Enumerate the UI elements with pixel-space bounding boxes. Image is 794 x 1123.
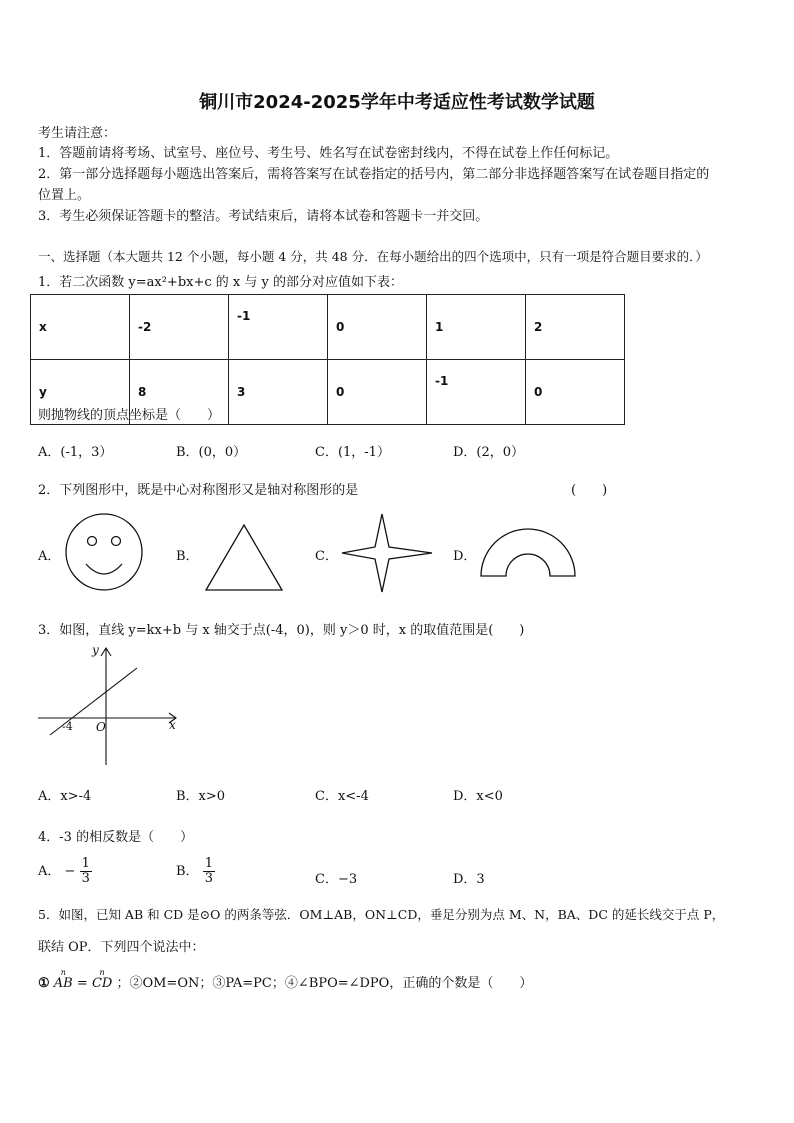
smiley-face-figure xyxy=(64,512,144,592)
semicircle-ring-figure xyxy=(478,524,578,580)
q3-option-b[interactable]: B．x>0 xyxy=(176,789,226,804)
q4-option-c[interactable]: C．−3 xyxy=(315,872,358,887)
arc-ab-label: AB xyxy=(53,976,73,991)
q1-option-c[interactable]: C．(1，-1） xyxy=(315,445,390,460)
q1-option-d[interactable]: D．(2，0） xyxy=(453,445,525,460)
q3-option-d[interactable]: D．x<0 xyxy=(453,789,503,804)
minus-sign: − xyxy=(64,864,76,879)
table-cell: y xyxy=(31,360,130,425)
q1-option-b[interactable]: B．(0，0） xyxy=(176,445,247,460)
q5-statements xyxy=(38,968,533,991)
option-label: A． xyxy=(38,864,61,879)
fraction-numerator: 1 xyxy=(204,856,213,871)
table-cell: x xyxy=(31,295,130,360)
notice-item: 位置上。 xyxy=(38,188,91,203)
fraction-denominator: 3 xyxy=(204,871,213,886)
fraction-denominator: 3 xyxy=(81,871,90,886)
q3-stem: 3．如图，直线 y=kx+b 与 x 轴交于点(-4，0)，则 y＞0 时，x 的取值范围是( ) xyxy=(38,623,525,638)
arc-mark: n xyxy=(60,968,66,977)
arc-cd xyxy=(91,968,113,991)
graph-y-label: y xyxy=(92,643,99,657)
graph-origin-label: O xyxy=(96,720,106,734)
notice-item: 3．考生必须保证答题卡的整洁。考试结束后，请将本试卷和答题卡一并交回。 xyxy=(38,209,489,224)
graph-x-label: x xyxy=(169,718,176,732)
q1-question: 则抛物线的顶点坐标是（ ） xyxy=(38,408,221,423)
table-row xyxy=(31,295,625,360)
equals-sign: = xyxy=(76,976,88,991)
arc-mark: n xyxy=(99,968,105,977)
q4-stem: 4．-3 的相反数是（ ） xyxy=(38,830,194,845)
graph-intercept-label: -4 xyxy=(62,720,73,733)
arc-ab xyxy=(53,968,73,991)
q2-option-d[interactable]: D． xyxy=(453,549,477,564)
table-cell: 1 xyxy=(427,295,526,360)
notice-item: 1．答题前请将考场、试室号、座位号、考生号、姓名写在试卷密封线内，不得在试卷上作任何标记。 xyxy=(38,146,619,161)
table-cell: 2 xyxy=(526,295,625,360)
q2-option-b[interactable]: B． xyxy=(176,549,199,564)
arc-cd-label: CD xyxy=(91,976,113,991)
option-label: B． xyxy=(176,864,199,879)
triangle-figure xyxy=(202,522,286,594)
table-cell: 8 xyxy=(130,360,229,425)
q4-option-d[interactable]: D．3 xyxy=(453,872,485,887)
q5-statements-rest: ；②OM=ON；③PA=PC；④∠BPO=∠DPO，正确的个数是（ ） xyxy=(116,976,533,991)
q2-option-c[interactable]: C． xyxy=(315,549,338,564)
fraction-numerator: 1 xyxy=(81,856,90,871)
table-cell: -2 xyxy=(130,295,229,360)
circled-one: ① xyxy=(38,976,50,991)
q2-option-a[interactable]: A． xyxy=(38,549,61,564)
q1-option-a[interactable]: A．(-1，3） xyxy=(38,445,113,460)
q2-bracket: ( ) xyxy=(571,483,608,498)
q3-option-a[interactable]: A．x>-4 xyxy=(38,789,92,804)
table-cell: 0 xyxy=(328,360,427,425)
q5-stem-line2: 联结 OP．下列四个说法中： xyxy=(38,940,205,955)
fraction xyxy=(80,857,92,886)
table-cell: -1 xyxy=(427,360,526,425)
table-cell: 0 xyxy=(526,360,625,425)
q1-stem: 1．若二次函数 y=ax²+bx+c 的 x 与 y 的部分对应值如下表： xyxy=(38,275,403,290)
q4-option-a[interactable] xyxy=(38,857,92,886)
table-cell: 0 xyxy=(328,295,427,360)
q3-option-c[interactable]: C．x<-4 xyxy=(315,789,369,804)
q2-stem: 2．下列图形中，既是中心对称图形又是轴对称图形的是 xyxy=(38,483,359,498)
fraction xyxy=(203,857,215,886)
q5-stem-line1: 5．如图，已知 AB 和 CD 是⊙O 的两条等弦．OM⊥AB，ON⊥CD，垂足分别为点 M、N，BA、DC 的延长线交于点 P， xyxy=(38,907,725,922)
table-cell: -1 xyxy=(229,295,328,360)
notice-item: 2．第一部分选择题每小题选出答案后，需将答案写在试卷指定的括号内，第二部分非选择题答案写在试卷题目指定的 xyxy=(38,167,710,182)
four-point-star-figure xyxy=(340,512,434,594)
section-heading: 一、选择题（本大题共 12 个小题，每小题 4 分，共 48 分．在每小题给出的四个选项中，只有一项是符合题目要求的．） xyxy=(38,249,708,264)
page-title: 铜川市2024-2025学年中考适应性考试数学试题 xyxy=(199,92,595,113)
notice-heading: 考生请注意： xyxy=(38,126,117,141)
q4-option-b[interactable] xyxy=(176,857,215,886)
table-cell: 3 xyxy=(229,360,328,425)
q3-line-graph xyxy=(36,640,186,770)
